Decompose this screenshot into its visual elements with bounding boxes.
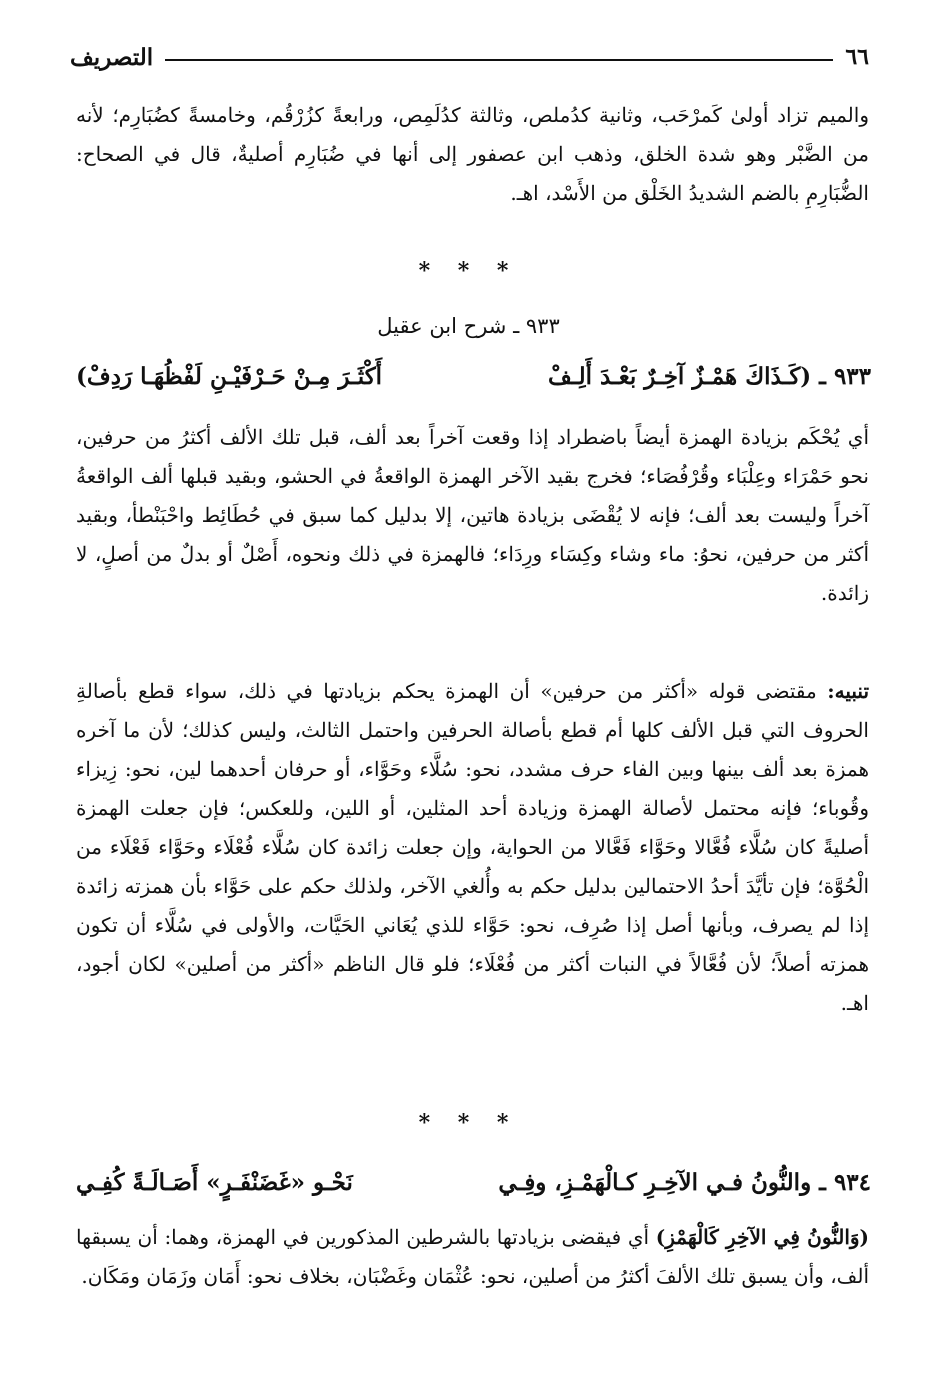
commentary-text: أي فيقضى بزيادتها بالشرطين المذكورين في الهمزة، وهما: أن يسبقها ألف، وأن يسبق تلك الألفَ أكثرُ من أصلين، نحو: عُثْمَان وغَضْبَان، بخلاف نحو: أَمَان وزَمَان ومَكَان. xyxy=(76,1225,869,1288)
note-text: مقتضى قوله «أكثر من حرفين» أن الهمزة يحكم بزيادتها في ذلك، سواء قطع بأصالةِ الحروف التي قبل الألف كلها أم قطع بأصالة الحرفين واحتمل الثالث، وليس كذلك؛ لأن ما آخره همزة بعد ألف بينها وبين الفاء حرف مشدد، نحو: سُلَّاء وحَوَّاء، أو حرفان أحدهما لين، نحو: زِيزاء وقُوباء؛ فإنه محتمل لأصالة الهمزة وزيادة أحد المثلين، أو اللين، وللعكس؛ فإن جعلت الهمزة أصليةً كان سُلَّاء فُعَّالا وحَوَّاء فَعَّالا من الحواية، وإن جعلت زائدة كان سُلَّاء فُعْلَاء وحَوَّاء فَعْلَاء من الْحُوَّة؛ فإن تأيَّدَ أحدُ الاحتمالين بدليل حكم به وأُلغي الآخر، ولذلك حكم على حَوَّاء بأن همزته زائدة إذا لم يصرف، وبأنها أصل إذا صُرِف، نحو: حَوَّاء للذي يُعَاني الحَيَّات، والأولى في سُلَّاء أن تكون همزته أصلاً؛ لأن فُعَّالاً في النبات أكثر من فُعْلَاء؛ فلو قال الناظم «أكثر من أصلين» لكان أجود، اهـ. xyxy=(76,679,869,1015)
commentary-paragraph xyxy=(76,1218,869,1296)
header-rule xyxy=(165,59,833,61)
note-label: تنبيه: xyxy=(827,679,870,703)
verse-second-hemistich: نَحْـو «غَضَنْفَـرٍ» أَصَـالَـةً كُفِـي xyxy=(76,1168,353,1196)
note-paragraph xyxy=(76,672,869,1023)
commentary-paragraph: أي يُحْكَم بزيادة الهمزة أيضاً باضطراد إذا وقعت آخراً بعد ألف، قبل تلك الألف أكثرُ من حرفين، نحو حَمْرَاء وعِلْبَاء وقُرْفُصَاء؛ فخرج بقيد الآخر الهمزة الواقعةُ في الحشو، وبقيد قبلها ألف الواقعةُ آخراً وليست بعد ألف؛ فإنه لا يُقْضَى بزيادة هاتين، إلا بدليل كما سبق في حُطَائِط واحْبَنْطأ، وبقيد أكثر من حرفين، نحوُ: ماء وشاء وكِسَاء ورِدَاء؛ فالهمزة في ذلك ونحوه، أَصْلٌ أو بدلٌ من أصلٍ، لا زائدة. xyxy=(76,425,869,605)
running-title: التصريف xyxy=(70,43,154,71)
section-subheading: ٩٣٣ ـ شرح ابن عقيل xyxy=(377,314,560,338)
section-separator: * * * xyxy=(418,258,519,284)
verse-first-hemistich: ٩٣٣ ـ (كَـذَاكَ هَمْـزٌ آخِـرٌ بَعْـدَ أَلِـفْ xyxy=(548,362,871,390)
intro-paragraph: والميم تزاد أولىٰ كَمرْحَب، وثانية كدُملص، وثالثة كدُلَمِص، ورابعةً كزُرْقُم، وخامسةً كضُبَارِم؛ لأنه من الضَّبْر وهو شدة الخلق، وذهب ابن عصفور إلى أنها في ضُبَارِم أصليةٌ، قال في الصحاح: الضُّبَارِمِ بالضم الشديدُ الخَلْق من الأَسْد، اهـ. xyxy=(76,103,869,205)
quoted-verse-fragment: (وَالنُّونُ فِي الآخِرِ كَالْهَمْزِ) xyxy=(655,1225,870,1249)
page-header xyxy=(70,40,869,74)
verse-first-hemistich: ٩٣٤ ـ والنُّونُ فـي الآخِـرِ كـالْهَمْـزِ، وفِـي xyxy=(498,1168,871,1196)
verse-934 xyxy=(76,1162,871,1202)
page-number: ٦٦ xyxy=(845,44,869,70)
verse-933 xyxy=(76,356,871,396)
verse-second-hemistich: أَكْثَـرَ مِـنْ حَـرْفَيْـنِ لَفْظُهَـا رَدِفْ) xyxy=(76,362,383,390)
section-separator: * * * xyxy=(418,1110,519,1136)
